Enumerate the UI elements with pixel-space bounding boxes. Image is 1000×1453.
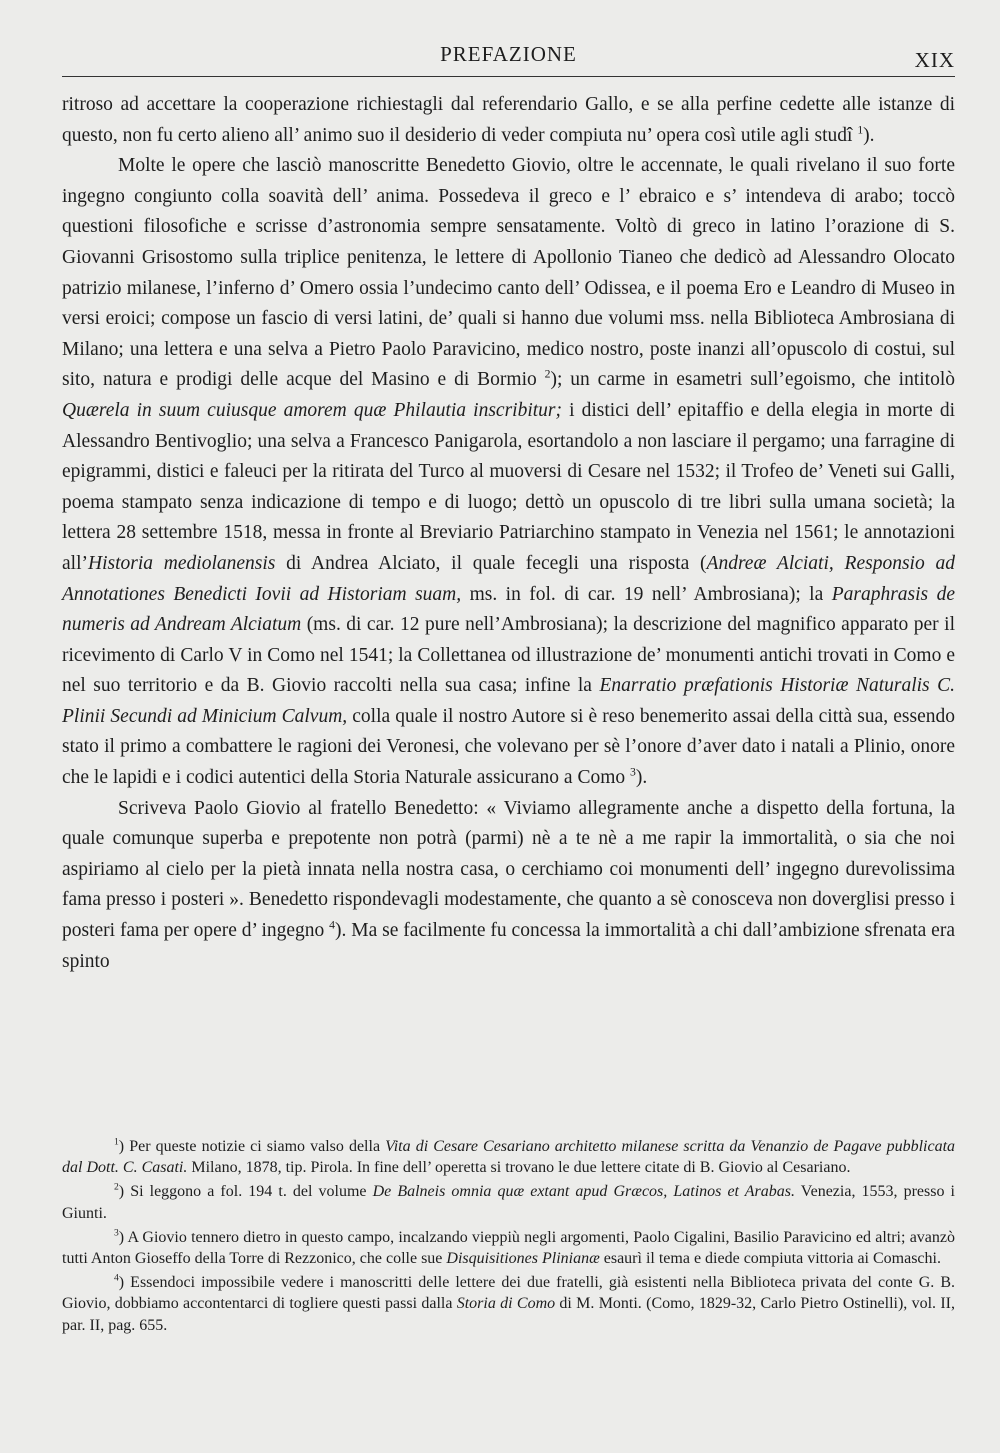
- italic-text: Paraphrasis de numeris ad Andream Alciatum: [62, 583, 955, 636]
- italic-text: Vita di Cesare Cesariano architetto milanese scritta da Venanzio de Pagave pubblicata dal Dott. C. Casati.: [62, 1138, 956, 1177]
- italic-text: Disquisitiones Plinianæ: [446, 1250, 600, 1268]
- text-run: Venezia, 1553, presso i Giunti.: [62, 1183, 956, 1222]
- footnote-4: [62, 1272, 955, 1336]
- text-run: di M. Monti. (Como, 1829-32, Carlo Pietro Ostinelli), vol. II, par. II, pag. 655.: [62, 1295, 955, 1334]
- paragraph-2: [62, 151, 955, 793]
- text-run: i distici dell’ epitaffio e della elegia in morte di Alessandro Bentivoglio; una selva a Francesco Panigarola, esortandolo a non lasciare il pergamo; una farragine di epigrammi, distici e faleuci per la ritirata del Turco al muoversi di Cesare nel 1532; il Trofeo de’ Veneti sui Galli, poema stampato senza indicazione di tempo e di luogo; dettò un opuscolo di tre libri sulla umana società; la lettera 28 settembre 1518, messa in fronte al Breviario Patriarchino stampato in Venezia nel 1561; le annotazioni all’: [62, 399, 955, 574]
- text-run: ms. in fol. di car. 19 nell’ Ambrosiana); la: [461, 583, 832, 605]
- text-run: ) A Giovio tennero dietro in questo campo, incalzando vieppiù negli argomenti, Paolo Cigalini, Basilio Paravicino ed altri; avanzò tutti Anton Gioseffo della Torre di Rezzonico, che colle sue: [62, 1228, 955, 1268]
- footnote-2: [62, 1181, 955, 1223]
- text-run: Scriveva Paolo Giovio al fratello Benedetto: « Viviamo allegramente anche a dispetto della fortuna, la quale comunque superba e prepotente non potrà (parmi) nè a te nè a me rapir la immortalità, o sia che noi aspiriamo al cielo per la pietà innata nella nostra casa, o cerchiamo coi monumenti dell’ ingegno durevolissima fama presso i posteri ». Benedetto rispondevagli modestamente, che quanto a sè conosceva non doverglisi presso i posteri fama per opere d’ ingegno: [62, 797, 955, 942]
- italic-text: Historia mediolanensis: [87, 552, 276, 574]
- text-run: di Andrea Alciato, il quale fecegli una risposta (: [275, 552, 707, 574]
- page-number: XIX: [914, 48, 955, 72]
- running-title: PREFAZIONE: [440, 42, 577, 66]
- italic-text: De Balneis omnia quæ extant apud Græcos, Latinos et Arabas.: [372, 1183, 796, 1201]
- footnote-ref: 2: [544, 367, 551, 381]
- text-run: ).: [863, 124, 875, 146]
- footnote-ref: 4: [114, 1272, 119, 1284]
- footnote-ref: 3: [114, 1227, 119, 1239]
- footnote-ref: 1: [857, 123, 864, 137]
- paragraph-1: [62, 90, 955, 151]
- footnote-ref: 4: [329, 918, 335, 932]
- main-text: [62, 90, 955, 977]
- text-run: esaurì il tema e diede compiuta vittoria ai Comaschi.: [599, 1250, 941, 1268]
- text-run: ) Per queste notizie ci siamo valso della: [118, 1138, 386, 1155]
- text-run: ); un carme in esametri sull’egoismo, che intitolò: [550, 369, 955, 391]
- italic-text: Storia di Como: [456, 1295, 556, 1313]
- text-run: ) Si leggono a fol. 194 t. del volume: [118, 1183, 373, 1201]
- text-run: ). Ma se facilmente fu concessa la immortalità a chi dall’ambizione sfrenata era spinto: [62, 920, 955, 972]
- footnote-ref: 1: [114, 1136, 119, 1148]
- running-header: [62, 38, 955, 77]
- text-run: ).: [635, 767, 648, 789]
- italic-text: Enarratio præfationis Historiæ Naturalis C. Plinii Secundi ad Minicium Calvum,: [62, 675, 955, 727]
- text-run: ) Essendoci impossibile vedere i manoscritti delle lettere dei due fratelli, già esistenti nella Biblioteca privata del conte G. B. Giovio, dobbiamo accontentarci di togliere questi passi dalla: [62, 1274, 955, 1313]
- text-run: Molte le opere che lasciò manoscritte Benedetto Giovio, oltre le accennate, le quali rivelano il suo forte ingegno congiunto colla soavità dell’ anima. Possedeva il greco e l’ ebraico e s’ intendeva di arabo; toccò questioni filosofiche e scrisse d’astronomia sempre sensatamente. Voltò di greco in latino l’orazione di S. Giovanni Grisostomo sulla triplice penitenza, le lettere di Apollonio Tianeo che dedicò ad Alessandro Olocato patrizio milanese, l’inferno d’ Omero ossia l’undecimo canto dell’ Odissea, e il poema Ero e Leandro di Museo in versi eroici; compose un fascio di versi latini, de’ quali si hanno due volumi mss. nella Biblioteca Ambrosiana di Milano; una lettera e una selva a Pietro Paolo Paravicino, medico nostro, poste inanzi all’opuscolo di costui, sul sito, natura e prodigi delle acque del Masino e di Bormio: [62, 155, 955, 391]
- italic-text: Quærela in suum cuiusque amorem quæ Philautia inscribitur;: [62, 399, 562, 421]
- text-run: colla quale il nostro Autore si è reso benemerito assai della città sua, essendo stato il primo a combattere le ragioni dei Veronesi, che volevano per sè l’onore d’aver dato i natali a Plinio, onore che le lapidi e i codici autentici della Storia Naturale assicurano a Como: [62, 705, 955, 789]
- footnote-3: [62, 1227, 955, 1269]
- footnotes: [62, 1136, 955, 1339]
- italic-text: Andreæ Alciati, Responsio ad Annotationes Benedicti Iovii ad Historiam suam,: [62, 552, 955, 605]
- text-run: (ms. di car. 12 pure nell’Ambrosiana); la descrizione del magnifico apparato per il ricevimento di Carlo V in Como nel 1541; la Collettanea od illustrazione de’ monumenti antichi trovati in Como e nel suo territorio e da B. Giovio raccolti nella sua casa; infine la: [62, 614, 955, 697]
- paragraph-3: [62, 794, 955, 978]
- footnote-ref: 2: [114, 1182, 119, 1194]
- text-run: Milano, 1878, tip. Pirola. In fine dell’ operetta si trovano le due lettere citate di B. Giovio al Cesariano.: [187, 1159, 851, 1177]
- footnote-ref: 3: [630, 765, 636, 779]
- text-run: ritroso ad accettare la cooperazione richiestagli dal referendario Gallo, e se alla perfine cedette alle istanze di questo, non fu certo alieno all’ animo suo il desiderio di veder compiuta nu’ opera così utile agli studî: [62, 94, 955, 146]
- footnote-1: [62, 1136, 955, 1178]
